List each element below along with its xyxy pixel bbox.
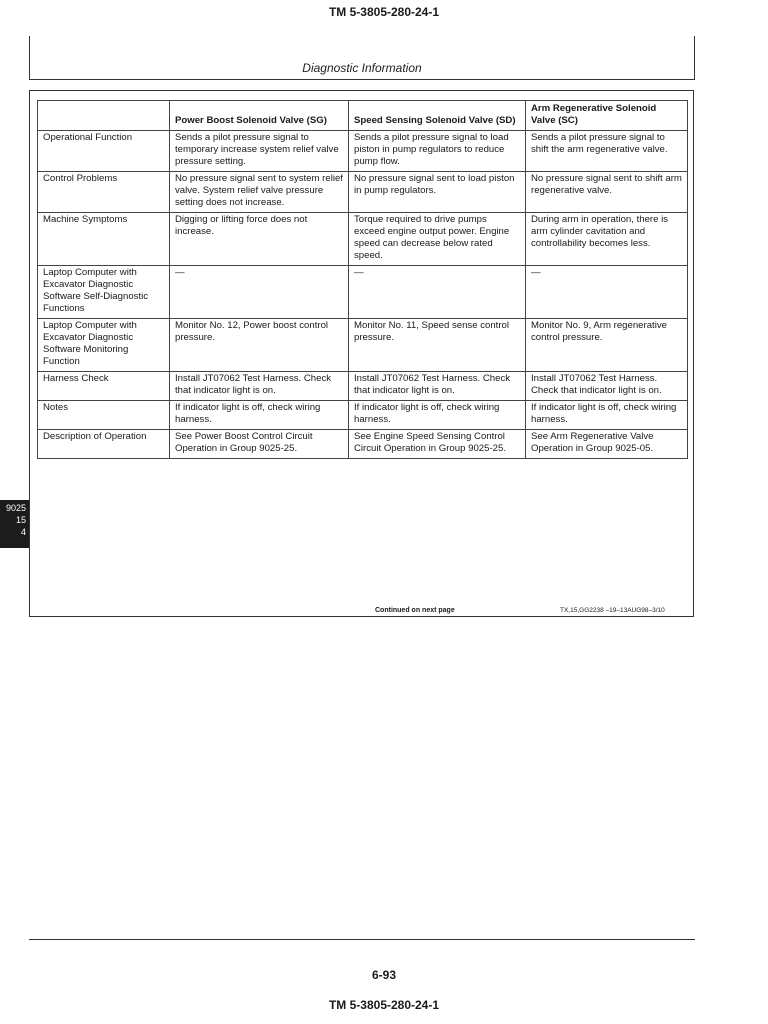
table-cell: See Power Boost Control Circuit Operation in Group 9025-25.	[170, 430, 349, 459]
row-label: Laptop Computer with Excavator Diagnostic Software Monitoring Function	[38, 319, 170, 372]
reference-code: TX,15,GG2238 –19–13AUG98–3/10	[560, 607, 665, 614]
table-cell: Torque required to drive pumps exceed engine output power. Engine speed can decrease below rated speed.	[349, 213, 526, 266]
table-row	[38, 372, 688, 401]
row-label: Machine Symptoms	[38, 213, 170, 266]
table-cell: During arm in operation, there is arm cylinder cavitation and controllability becomes less.	[526, 213, 688, 266]
group-side-tab	[0, 500, 29, 548]
row-label: Operational Function	[38, 131, 170, 172]
table-row	[38, 266, 688, 319]
column-header-speed-sensing: Speed Sensing Solenoid Valve (SD)	[349, 101, 526, 131]
table-row	[38, 131, 688, 172]
table-cell: Install JT07062 Test Harness. Check that indicator light is on.	[526, 372, 688, 401]
table-cell: No pressure signal sent to load piston in pump regulators.	[349, 172, 526, 213]
table-cell: —	[526, 266, 688, 319]
table-row	[38, 430, 688, 459]
page-number: 6-93	[371, 968, 397, 982]
document-id-footer: TM 5-3805-280-24-1	[328, 998, 440, 1012]
row-label: Control Problems	[38, 172, 170, 213]
header-box-bottom-border	[29, 79, 695, 80]
table-cell: If indicator light is off, check wiring harness.	[349, 401, 526, 430]
table-cell: Install JT07062 Test Harness. Check that indicator light is on.	[349, 372, 526, 401]
continued-note: Continued on next page	[375, 607, 455, 614]
table-cell: Digging or lifting force does not increase.	[170, 213, 349, 266]
table-cell: No pressure signal sent to system relief valve. System relief valve pressure setting does not increase.	[170, 172, 349, 213]
table-cell: —	[349, 266, 526, 319]
table-cell: Monitor No. 9, Arm regenerative control pressure.	[526, 319, 688, 372]
table-cell: If indicator light is off, check wiring harness.	[526, 401, 688, 430]
table-cell: If indicator light is off, check wiring harness.	[170, 401, 349, 430]
table-cell: Sends a pilot pressure signal to shift the arm regenerative valve.	[526, 131, 688, 172]
side-tab-subgroup: 15	[15, 515, 26, 525]
table-row	[38, 172, 688, 213]
document-id-header: TM 5-3805-280-24-1	[328, 5, 440, 19]
table-cell: Install JT07062 Test Harness. Check that indicator light is on.	[170, 372, 349, 401]
row-label: Description of Operation	[38, 430, 170, 459]
row-label: Laptop Computer with Excavator Diagnostic Software Self-Diagnostic Functions	[38, 266, 170, 319]
side-tab-page: 4	[20, 527, 26, 537]
table-cell: Monitor No. 12, Power boost control pressure.	[170, 319, 349, 372]
footer-divider	[29, 939, 695, 940]
table-cell: Sends a pilot pressure signal to temporary increase system relief valve pressure setting.	[170, 131, 349, 172]
table-row	[38, 319, 688, 372]
table-cell: Monitor No. 11, Speed sense control pressure.	[349, 319, 526, 372]
table-cell: —	[170, 266, 349, 319]
table-cell: Sends a pilot pressure signal to load piston in pump regulators to reduce pump flow.	[349, 131, 526, 172]
table-row	[38, 213, 688, 266]
row-label: Harness Check	[38, 372, 170, 401]
table-header-row	[38, 101, 688, 131]
side-tab-group: 9025	[5, 503, 26, 513]
table-cell: See Engine Speed Sensing Control Circuit Operation in Group 9025-25.	[349, 430, 526, 459]
column-header-arm-regenerative: Arm Regenerative Solenoid Valve (SC)	[526, 101, 688, 131]
row-label: Notes	[38, 401, 170, 430]
column-header-blank	[38, 101, 170, 131]
column-header-power-boost: Power Boost Solenoid Valve (SG)	[170, 101, 349, 131]
diagnostic-table	[37, 100, 688, 459]
section-title: Diagnostic Information	[302, 61, 422, 75]
table-row	[38, 401, 688, 430]
table-cell: See Arm Regenerative Valve Operation in Group 9025-05.	[526, 430, 688, 459]
table-cell: No pressure signal sent to shift arm regenerative valve.	[526, 172, 688, 213]
